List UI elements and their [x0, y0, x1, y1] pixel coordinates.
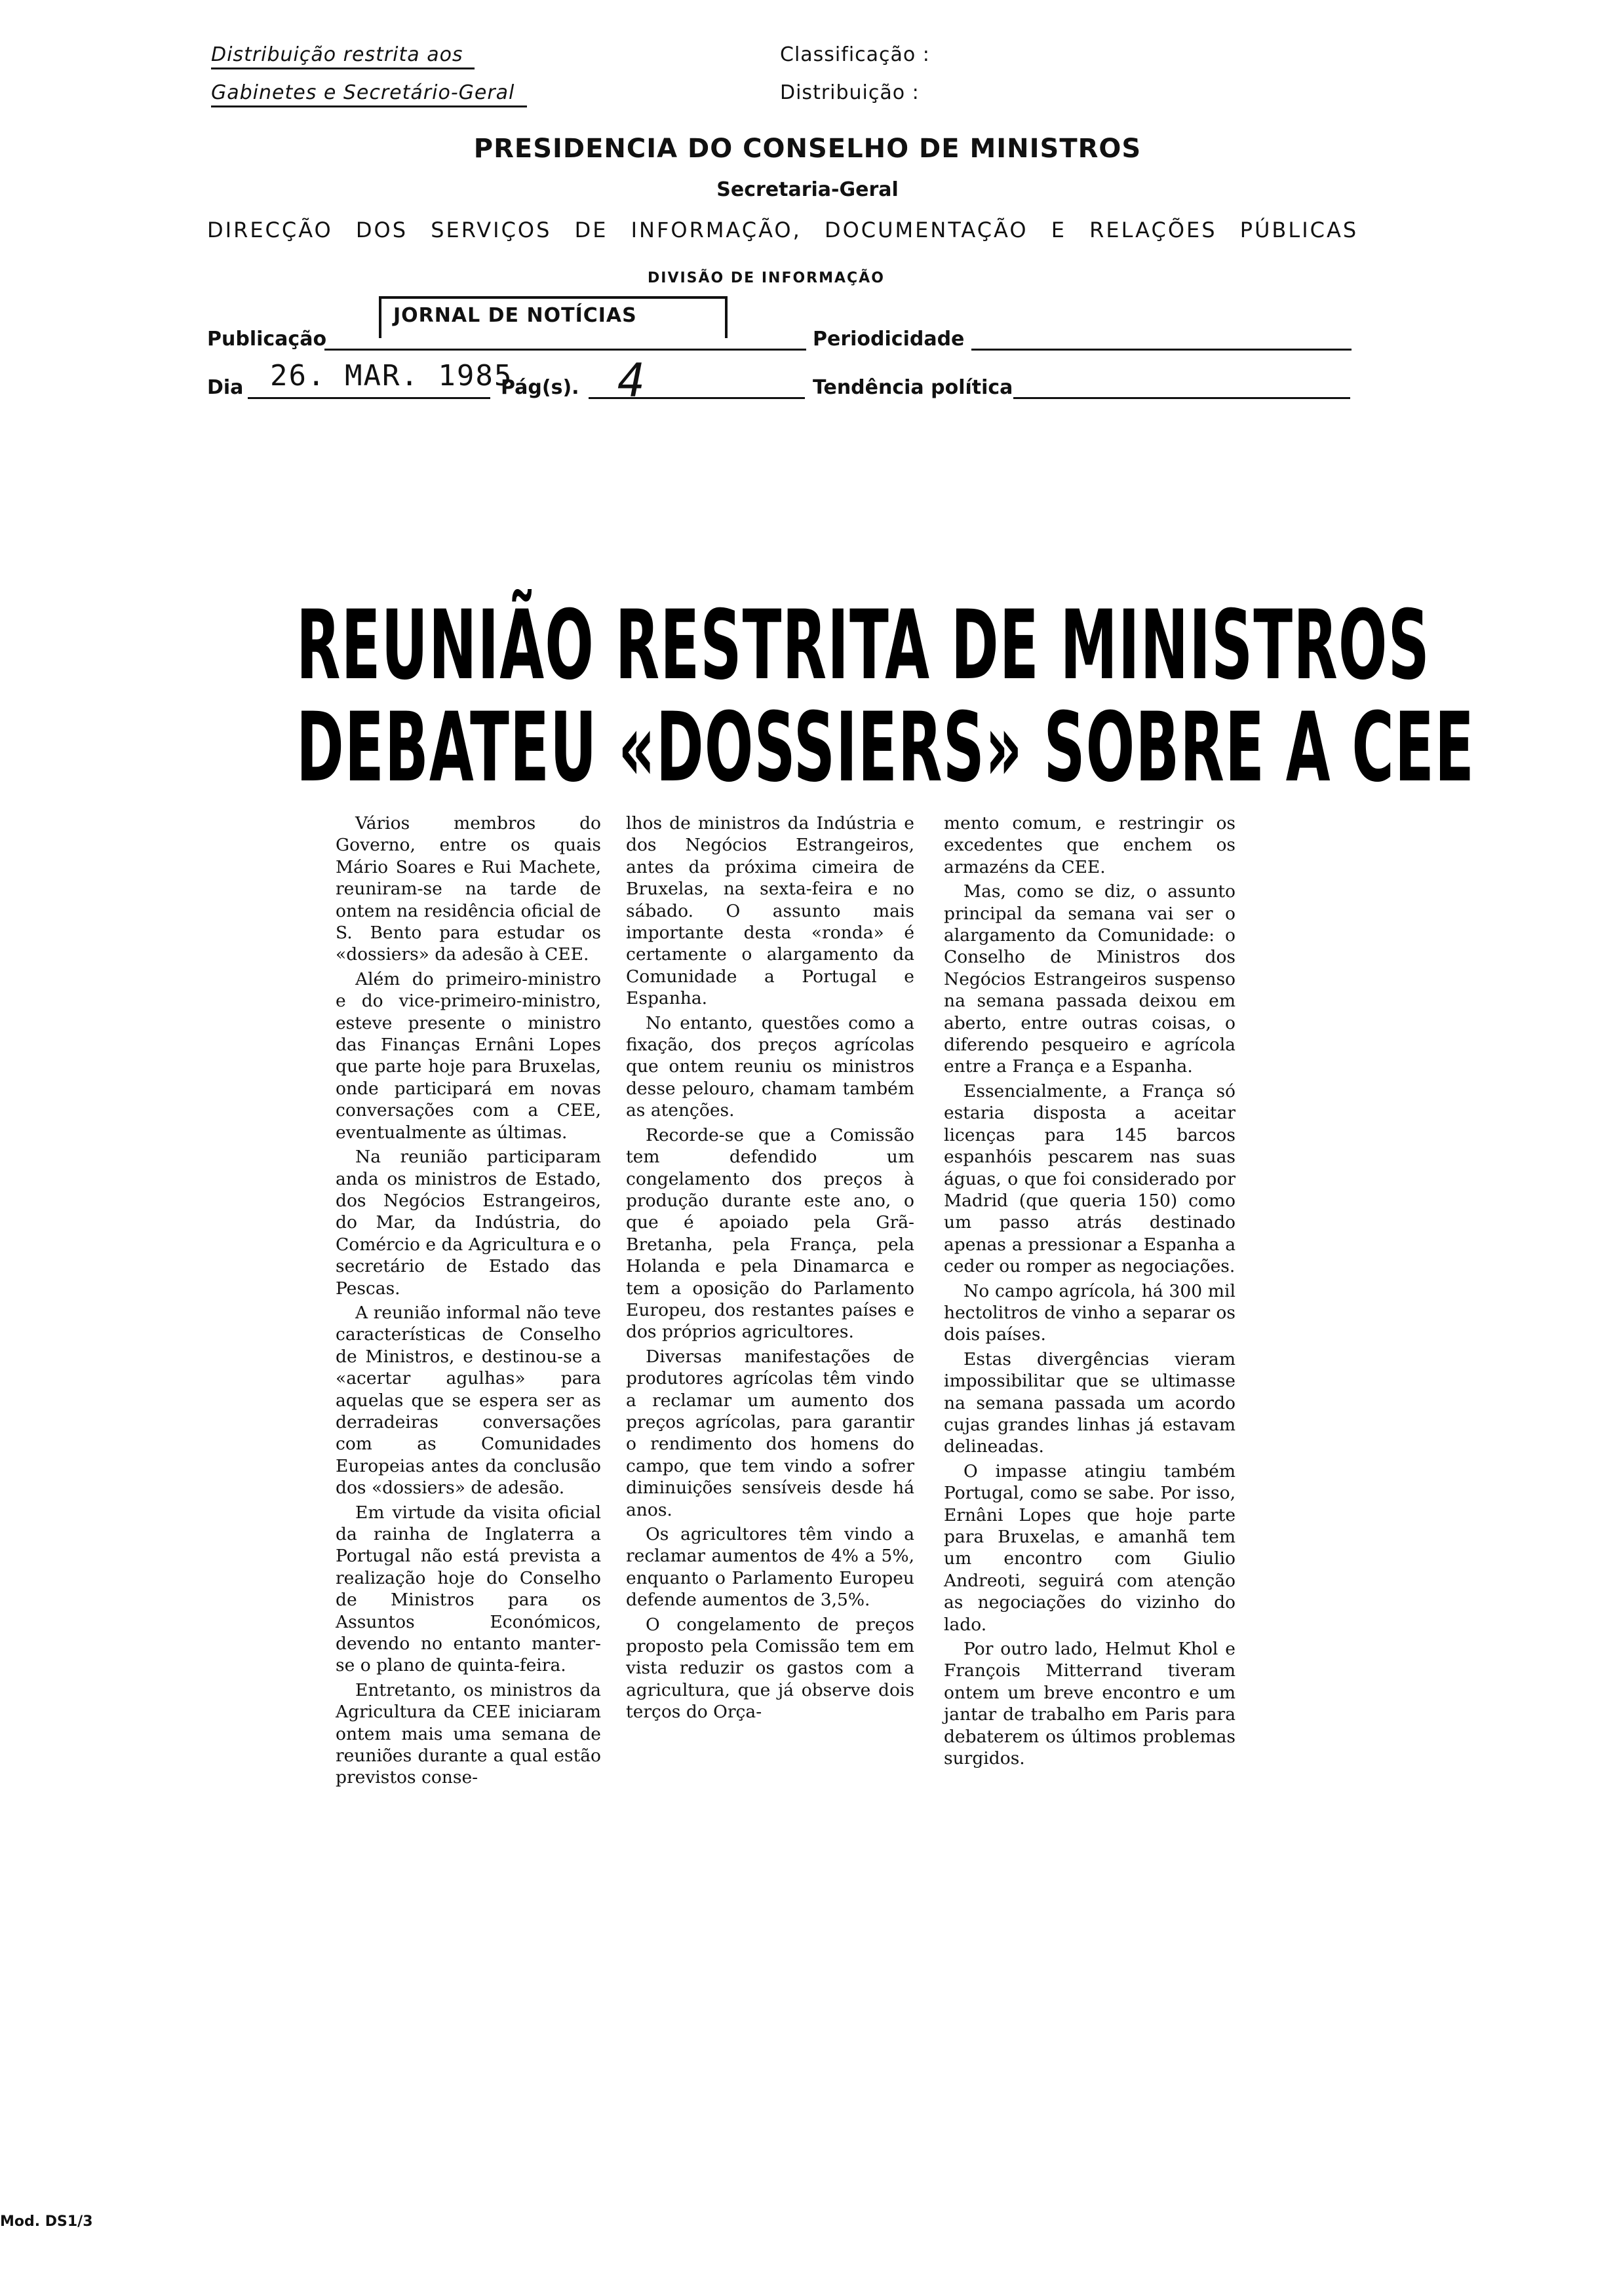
division-title: DIVISÃO DE INFORMAÇÃO — [648, 270, 885, 286]
article-column-1 — [336, 813, 601, 1791]
paragraph: A reunião informal não teve características de Conselho de Ministros, e destinou-se a «acertar agulhas» para aquelas que se espera ser as derradeiras conversações com as Comunidades Europeias antes da conclusão dos «dossiers» de adesão. — [336, 1302, 601, 1499]
article-column-2 — [626, 813, 914, 1726]
paragraph: Vários membros do Governo, entre os quais Mário Soares e Rui Machete, reuniram-se na tarde de ontem na residência oficial de S. Bento para estudar os «dossiers» da adesão à CEE. — [336, 813, 601, 965]
day-label: Dia — [207, 376, 244, 399]
ministry-title: PRESIDENCIA DO CONSELHO DE MINISTROS — [473, 134, 1142, 164]
paragraph: Estas divergências vieram impossibilitar que se ultimasse na semana passada um acordo cujas grandes linhas já estavam delineadas. — [944, 1349, 1236, 1457]
distribution-label: Distribuição : — [780, 81, 920, 104]
directorate-title: DIRECÇÃO DOS SERVIÇOS DE INFORMAÇÃO, DOCUMENTAÇÃO E RELAÇÕES PÚBLICAS — [207, 218, 1359, 242]
tendency-line — [1013, 397, 1350, 399]
headline-line-2: DEBATEU «DOSSIERS» SOBRE A CEE — [296, 692, 1475, 803]
paragraph: Por outro lado, Helmut Khol e François Mitterrand tiveram ontem um breve encontro e um jantar de trabalho em Paris para debaterem os últimos problemas surgidos. — [944, 1639, 1236, 1769]
pages-label: Pág(s). — [501, 376, 579, 399]
paragraph: No entanto, questões como a fixação, dos preços agrícolas que ontem reuniu os ministros desse pelouro, chamam também as atenções. — [626, 1012, 914, 1121]
paragraph: No campo agrícola, há 300 mil hectolitros de vinho a separar os dois países. — [944, 1280, 1236, 1345]
periodicity-line — [971, 349, 1352, 351]
distribution-line-1: Distribuição restrita aos — [211, 43, 475, 69]
tendency-label: Tendência política — [813, 376, 1013, 399]
classification-label: Classificação : — [780, 43, 930, 66]
secretariat-title: Secretaria-Geral — [716, 178, 899, 201]
paragraph: Além do primeiro-ministro e do vice-primeiro-ministro, esteve presente o ministro das Finanças Ernâni Lopes que parte hoje para Bruxelas, onde participará em novas conversações com a CEE, eventualmente as últimas. — [336, 968, 601, 1143]
paragraph: lhos de ministros da Indústria e dos Negócios Estrangeiros, antes da próxima cimeira de Bruxelas, na sexta-feira e no sábado. O assunto mais importante desta «ronda» é certamente o alargamento da Comunidade a Portugal e Espanha. — [626, 813, 914, 1009]
paragraph: Na reunião participaram anda os ministros de Estado, dos Negócios Estrangeiros, do Mar, da Indústria, do Comércio e da Agricultura e o secretário de Estado das Pescas. — [336, 1147, 601, 1299]
publication-line — [324, 349, 806, 351]
paragraph: Entretanto, os ministros da Agricultura da CEE iniciaram ontem mais uma semana de reuniões durante a qual estão previstos conse- — [336, 1679, 601, 1788]
paragraph: Em virtude da visita oficial da rainha de Inglaterra a Portugal não está prevista a realização hoje do Conselho de Ministros para os Assuntos Económicos, devendo no entanto manter-se o plano de quinta-feira. — [336, 1502, 601, 1676]
paragraph: O congelamento de preços proposto pela Comissão tem em vista reduzir os gastos com a agricultura, que já observe dois terços do Orça- — [626, 1614, 914, 1723]
periodicity-label: Periodicidade — [813, 328, 965, 351]
paragraph: Mas, como se diz, o assunto principal da semana vai ser o alargamento da Comunidade: o Conselho de Ministros dos Negócios Estrangeiros suspenso na semana passada deixou em aberto, entre outras coisas, o diferendo pesqueiro e agrícola entre a França e a Espanha. — [944, 881, 1236, 1077]
article-column-3 — [944, 813, 1236, 1772]
pages-value: 4 — [617, 354, 647, 408]
paragraph: Recorde-se que a Comissão tem defendido um congelamento dos preços à produção durante este ano, o que é apoiado pela Grã-Bretanha, pela França, pela Holanda e pela Dinamarca e tem a oposição do Parlamento Europeu, dos restantes países e dos próprios agricultores. — [626, 1124, 914, 1343]
form-code: Mod. DS1/3 — [0, 2213, 93, 2230]
publication-label: Publicação — [207, 328, 327, 351]
distribution-line-2: Gabinetes e Secretário-Geral — [211, 81, 527, 107]
publication-value: JORNAL DE NOTÍCIAS — [393, 304, 637, 327]
day-line — [248, 397, 490, 399]
paragraph: Diversas manifestações de produtores agrícolas têm vindo a reclamar um aumento dos preços agrícolas, para garantir o rendimento dos homens do campo, que tem vindo a sofrer diminuições sensíveis desde há anos. — [626, 1346, 914, 1520]
paragraph: mento comum, e restringir os excedentes que enchem os armazéns da CEE. — [944, 813, 1236, 877]
paragraph: Essencialmente, a França só estaria disposta a aceitar licenças para 145 barcos espanhóis pescarem nas suas águas, o que foi considerado por Madrid (que queria 150) como um passo atrás destinado apenas a pressionar a Espanha a ceder ou romper as negociações. — [944, 1081, 1236, 1277]
publication-stamp — [379, 296, 728, 338]
paragraph: O impasse atingiu também Portugal, como se sabe. Por isso, Ernâni Lopes que hoje parte para Bruxelas, e amanhã tem um encontro com Giulio Andreoti, seguirá com atenção as negociações do vizinho do lado. — [944, 1461, 1236, 1635]
headline-line-1: REUNIÃO RESTRITA DE MINISTROS — [296, 590, 1430, 701]
day-value: 26. MAR. 1985 — [270, 359, 513, 392]
paragraph: Os agricultores têm vindo a reclamar aumentos de 4% a 5%, enquanto o Parlamento Europeu defende aumentos de 3,5%. — [626, 1524, 914, 1611]
